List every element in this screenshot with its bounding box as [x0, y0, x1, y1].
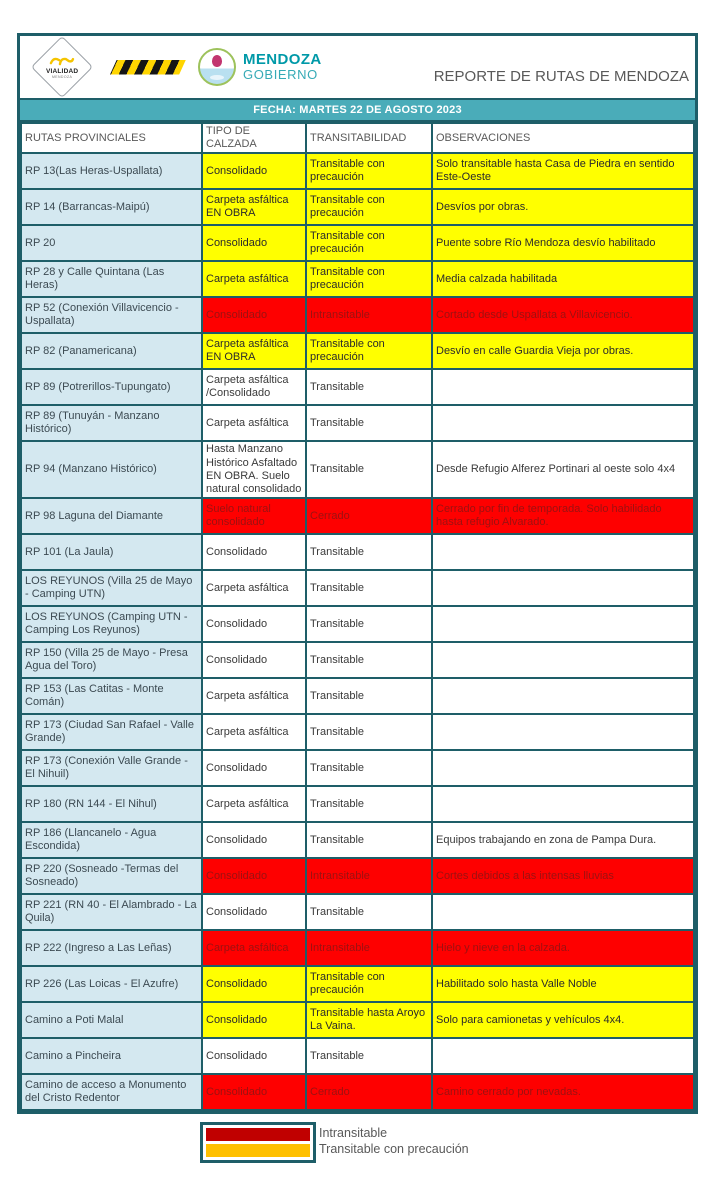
- cell-calzada: Consolidado: [202, 642, 306, 678]
- table-row: [21, 642, 694, 678]
- table-row: [21, 1002, 694, 1038]
- cell-ruta: RP 222 (Ingreso a Las Leñas): [21, 930, 202, 966]
- cell-transitabilidad: Cerrado: [306, 498, 432, 534]
- legend-label-intransitable: Intransitable: [319, 1126, 388, 1141]
- cell-transitabilidad: Transitable con precaución: [306, 333, 432, 369]
- cell-calzada: Consolidado: [202, 225, 306, 261]
- cell-transitabilidad: Transitable: [306, 714, 432, 750]
- cell-transitabilidad: Transitable: [306, 405, 432, 441]
- cell-observaciones: Desde Refugio Alferez Portinari al oeste solo 4x4: [432, 441, 694, 498]
- cell-ruta: RP 173 (Ciudad San Rafael - Valle Grande): [21, 714, 202, 750]
- cell-observaciones: [432, 642, 694, 678]
- table-header-row: [21, 123, 694, 153]
- table-row: [21, 930, 694, 966]
- cell-ruta: LOS REYUNOS (Villa 25 de Mayo - Camping UTN): [21, 570, 202, 606]
- date-bar: FECHA: MARTES 22 DE AGOSTO 2023: [20, 98, 695, 122]
- cell-calzada: Carpeta asfáltica: [202, 714, 306, 750]
- crest-sun-icon: [212, 55, 222, 67]
- cell-transitabilidad: Transitable con precaución: [306, 189, 432, 225]
- cell-ruta: Camino a Pincheira: [21, 1038, 202, 1074]
- cell-observaciones: [432, 534, 694, 570]
- cell-calzada: Carpeta asfáltica EN OBRA: [202, 189, 306, 225]
- legend-swatch-box: [200, 1122, 316, 1163]
- vialidad-logo-subtext: MENDOZA: [51, 74, 73, 79]
- cell-transitabilidad: Transitable: [306, 369, 432, 405]
- cell-transitabilidad: Intransitable: [306, 297, 432, 333]
- routes-table: [20, 122, 695, 1111]
- cell-ruta: RP 52 (Conexión Villavicencio - Uspallata): [21, 297, 202, 333]
- table-row: [21, 714, 694, 750]
- cell-transitabilidad: Intransitable: [306, 858, 432, 894]
- cell-ruta: LOS REYUNOS (Camping UTN - Camping Los Reyunos): [21, 606, 202, 642]
- table-row: [21, 405, 694, 441]
- cell-ruta: RP 94 (Manzano Histórico): [21, 441, 202, 498]
- column-header-rutas: RUTAS PROVINCIALES: [21, 123, 202, 153]
- cell-ruta: RP 221 (RN 40 - El Alambrado - La Quila): [21, 894, 202, 930]
- cell-transitabilidad: Intransitable: [306, 930, 432, 966]
- table-row: [21, 1038, 694, 1074]
- cell-ruta: RP 98 Laguna del Diamante: [21, 498, 202, 534]
- cell-ruta: RP 13(Las Heras-Uspallata): [21, 153, 202, 189]
- cell-calzada: Consolidado: [202, 750, 306, 786]
- cell-transitabilidad: Transitable con precaución: [306, 153, 432, 189]
- cell-transitabilidad: Transitable: [306, 534, 432, 570]
- cell-calzada: Consolidado: [202, 894, 306, 930]
- cell-calzada: Consolidado: [202, 1002, 306, 1038]
- legend-label-precaucion: Transitable con precaución: [319, 1142, 469, 1157]
- table-row: [21, 750, 694, 786]
- table-row: [21, 894, 694, 930]
- header-band: [20, 36, 695, 98]
- cell-observaciones: Puente sobre Río Mendoza desvío habilitado: [432, 225, 694, 261]
- cell-transitabilidad: Transitable con precaución: [306, 225, 432, 261]
- cell-observaciones: Cerrado por fin de temporada. Solo habilidado hasta refugio Alvarado.: [432, 498, 694, 534]
- mendoza-crest-icon: [198, 48, 236, 86]
- cell-transitabilidad: Cerrado: [306, 1074, 432, 1110]
- cell-ruta: RP 150 (Villa 25 de Mayo - Presa Agua del Toro): [21, 642, 202, 678]
- cell-transitabilidad: Transitable con precaución: [306, 261, 432, 297]
- vialidad-logo-text: VIALIDAD: [45, 67, 79, 75]
- cell-observaciones: Hielo y nieve en la calzada.: [432, 930, 694, 966]
- table-row: [21, 822, 694, 858]
- cell-observaciones: Desvío en calle Guardia Vieja por obras.: [432, 333, 694, 369]
- table-row: [21, 1074, 694, 1110]
- cpv-machine-icon: [49, 55, 75, 68]
- hazard-stripes-icon: [110, 60, 186, 75]
- cell-transitabilidad: Transitable: [306, 606, 432, 642]
- cell-ruta: RP 20: [21, 225, 202, 261]
- cell-ruta: Camino de acceso a Monumento del Cristo Redentor: [21, 1074, 202, 1110]
- table-row: [21, 153, 694, 189]
- cell-observaciones: [432, 678, 694, 714]
- cell-calzada: Suelo natural consolidado: [202, 498, 306, 534]
- table-row: [21, 966, 694, 1002]
- cell-transitabilidad: Transitable: [306, 642, 432, 678]
- vialidad-logo-inner: [46, 55, 78, 79]
- table-row: [21, 606, 694, 642]
- cell-observaciones: [432, 606, 694, 642]
- cell-transitabilidad: Transitable: [306, 750, 432, 786]
- cell-ruta: RP 180 (RN 144 - El Nihul): [21, 786, 202, 822]
- table-row: [21, 786, 694, 822]
- cell-transitabilidad: Transitable: [306, 786, 432, 822]
- cell-transitabilidad: Transitable: [306, 570, 432, 606]
- legend-red-swatch: [206, 1128, 310, 1141]
- column-header-calzada: TIPO DE CALZADA: [202, 123, 306, 153]
- column-header-transitabilidad: TRANSITABILIDAD: [306, 123, 432, 153]
- cell-ruta: RP 89 (Tunuyán - Manzano Histórico): [21, 405, 202, 441]
- cell-observaciones: [432, 786, 694, 822]
- cell-calzada: Carpeta asfáltica: [202, 570, 306, 606]
- cell-calzada: Carpeta asfáltica /Consolidado: [202, 369, 306, 405]
- cell-calzada: Consolidado: [202, 1074, 306, 1110]
- cell-calzada: Carpeta asfáltica: [202, 261, 306, 297]
- column-header-observaciones: OBSERVACIONES: [432, 123, 694, 153]
- cell-ruta: RP 186 (Llancanelo - Agua Escondida): [21, 822, 202, 858]
- cell-observaciones: Camino cerrado por nevadas.: [432, 1074, 694, 1110]
- cell-observaciones: Desvíos por obras.: [432, 189, 694, 225]
- legend-labels: [319, 1122, 469, 1157]
- vialidad-mendoza-logo: [31, 36, 93, 98]
- mendoza-gobierno-wordmark: [243, 52, 322, 81]
- cell-calzada: Hasta Manzano Histórico Asfaltado EN OBRA. Suelo natural consolidado: [202, 441, 306, 498]
- cell-ruta: RP 153 (Las Catitas - Monte Comán): [21, 678, 202, 714]
- cell-observaciones: [432, 750, 694, 786]
- cell-observaciones: Equipos trabajando en zona de Pampa Dura.: [432, 822, 694, 858]
- table-row: [21, 534, 694, 570]
- cell-calzada: Carpeta asfáltica EN OBRA: [202, 333, 306, 369]
- cell-transitabilidad: Transitable hasta Aroyo La Vaina.: [306, 1002, 432, 1038]
- table-row: [21, 678, 694, 714]
- cell-ruta: RP 28 y Calle Quintana (Las Heras): [21, 261, 202, 297]
- cell-observaciones: Solo transitable hasta Casa de Piedra en sentido Este-Oeste: [432, 153, 694, 189]
- table-row: [21, 297, 694, 333]
- cell-calzada: Carpeta asfáltica: [202, 786, 306, 822]
- table-row: [21, 858, 694, 894]
- cell-ruta: RP 101 (La Jaula): [21, 534, 202, 570]
- cell-ruta: RP 173 (Conexión Valle Grande - El Nihuil): [21, 750, 202, 786]
- cell-calzada: Consolidado: [202, 153, 306, 189]
- cell-ruta: Camino a Poti Malal: [21, 1002, 202, 1038]
- cell-observaciones: Media calzada habilitada: [432, 261, 694, 297]
- cell-ruta: RP 89 (Potrerillos-Tupungato): [21, 369, 202, 405]
- cell-calzada: Consolidado: [202, 822, 306, 858]
- table-row: [21, 498, 694, 534]
- legend-orange-swatch: [206, 1144, 310, 1157]
- cell-observaciones: [432, 1038, 694, 1074]
- cell-observaciones: [432, 369, 694, 405]
- cell-transitabilidad: Transitable: [306, 1038, 432, 1074]
- cell-ruta: RP 82 (Panamericana): [21, 333, 202, 369]
- cell-calzada: Carpeta asfáltica: [202, 930, 306, 966]
- cell-ruta: RP 14 (Barrancas-Maipú): [21, 189, 202, 225]
- cell-observaciones: [432, 894, 694, 930]
- table-row: [21, 333, 694, 369]
- crest-hill-icon: [210, 75, 224, 80]
- cell-transitabilidad: Transitable con precaución: [306, 966, 432, 1002]
- cell-transitabilidad: Transitable: [306, 441, 432, 498]
- cell-calzada: Consolidado: [202, 297, 306, 333]
- wordmark-gobierno: GOBIERNO: [243, 67, 318, 83]
- wordmark-mendoza: MENDOZA: [243, 51, 322, 69]
- status-legend: [200, 1122, 704, 1163]
- cell-transitabilidad: Transitable: [306, 894, 432, 930]
- cell-calzada: Consolidado: [202, 606, 306, 642]
- page-title: REPORTE DE RUTAS DE MENDOZA: [433, 67, 689, 85]
- table-row: [21, 570, 694, 606]
- cell-ruta: RP 220 (Sosneado -Termas del Sosneado): [21, 858, 202, 894]
- cell-observaciones: Cortes debidos a las intensas lluvias: [432, 858, 694, 894]
- table-row: [21, 261, 694, 297]
- table-row: [21, 369, 694, 405]
- cell-calzada: Consolidado: [202, 858, 306, 894]
- table-row: [21, 189, 694, 225]
- cell-calzada: Consolidado: [202, 966, 306, 1002]
- table-row: [21, 441, 694, 498]
- cell-observaciones: Solo para camionetas y vehículos 4x4.: [432, 1002, 694, 1038]
- cell-observaciones: [432, 714, 694, 750]
- cell-calzada: Carpeta asfáltica: [202, 405, 306, 441]
- report-frame: [17, 33, 698, 1114]
- table-row: [21, 225, 694, 261]
- cell-transitabilidad: Transitable: [306, 822, 432, 858]
- cell-calzada: Consolidado: [202, 534, 306, 570]
- cell-observaciones: Cortado desde Uspallata a Villavicencio.: [432, 297, 694, 333]
- cell-ruta: RP 226 (Las Loicas - El Azufre): [21, 966, 202, 1002]
- cell-observaciones: Habilitado solo hasta Valle Noble: [432, 966, 694, 1002]
- cell-calzada: Carpeta asfáltica: [202, 678, 306, 714]
- cell-transitabilidad: Transitable: [306, 678, 432, 714]
- cell-calzada: Consolidado: [202, 1038, 306, 1074]
- cell-observaciones: [432, 570, 694, 606]
- cell-observaciones: [432, 405, 694, 441]
